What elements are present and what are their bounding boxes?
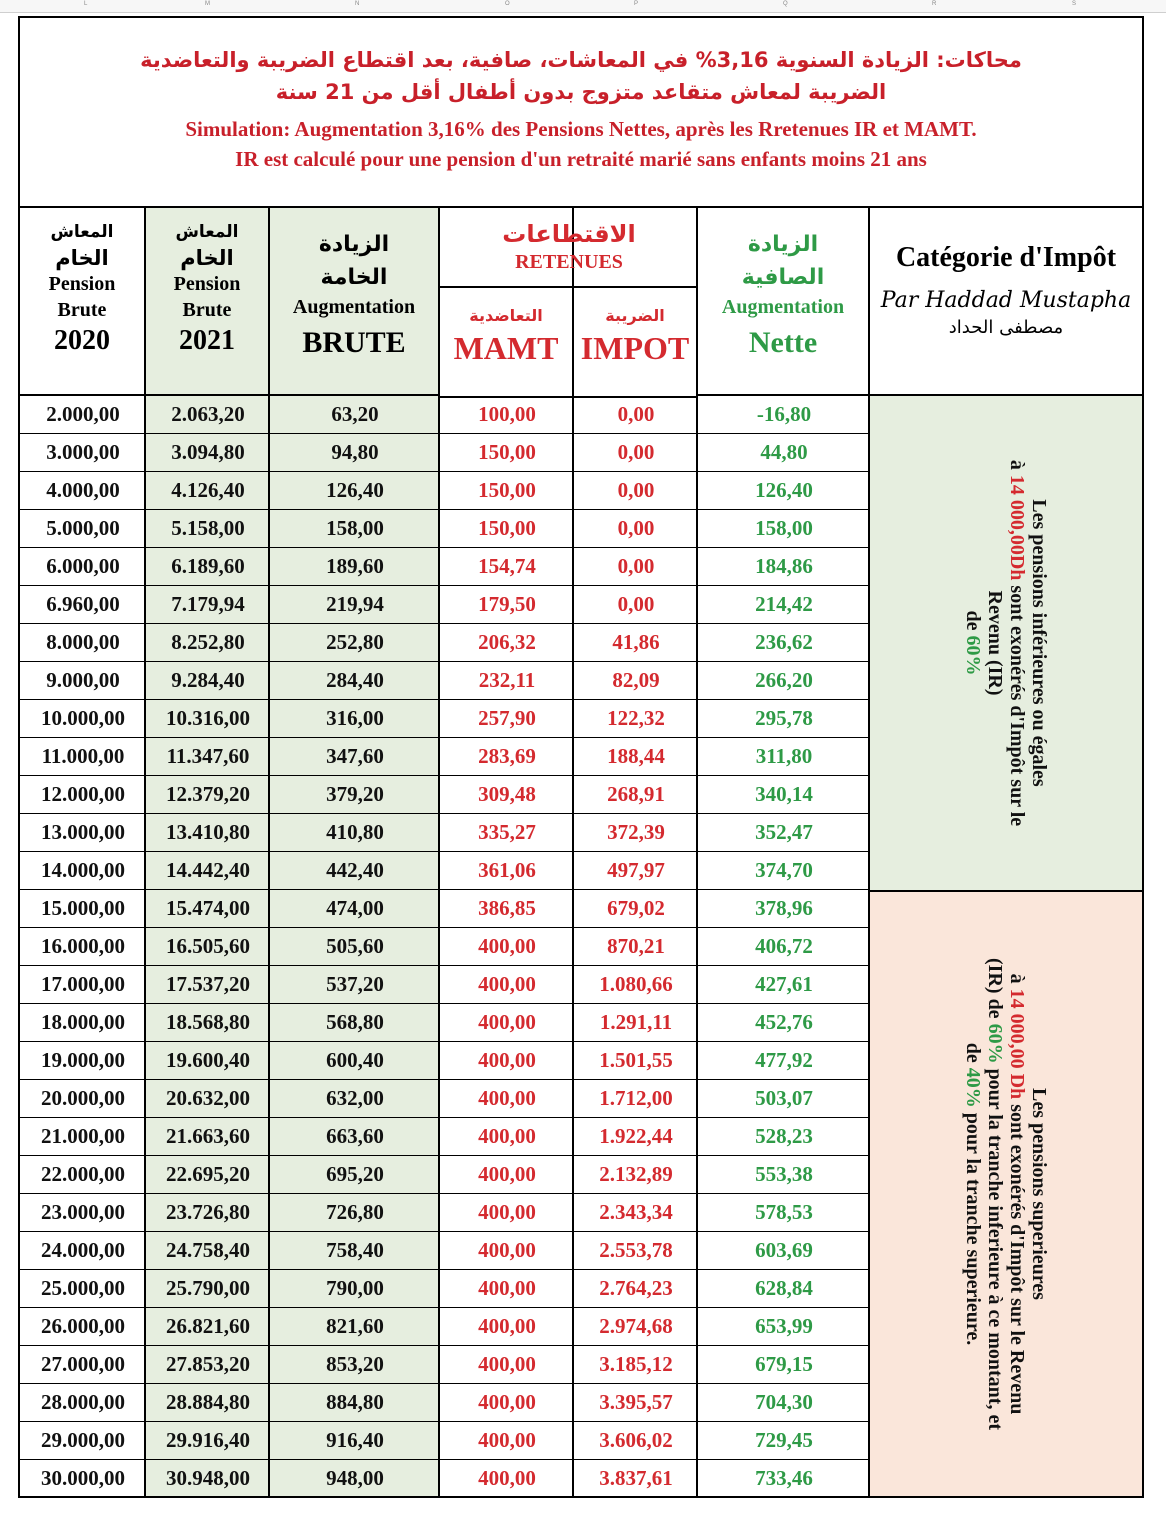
cell-impot: 2.764,23: [574, 1270, 698, 1308]
table-row: [20, 852, 870, 890]
header-impot: الضريبة IMPOT: [574, 286, 696, 398]
cell-pension-2020: 16.000,00: [20, 928, 146, 966]
cell-augmentation-brute: 790,00: [270, 1270, 440, 1308]
cell-pension-2020: 6.960,00: [20, 586, 146, 624]
cell-impot: 0,00: [574, 472, 698, 510]
cell-impot: 268,91: [574, 776, 698, 814]
cell-mamt: 400,00: [440, 1460, 574, 1498]
cell-augmentation-brute: 442,40: [270, 852, 440, 890]
cell-augmentation-nette: 378,96: [698, 890, 870, 928]
table-row: [20, 1156, 870, 1194]
table-row: [20, 1270, 870, 1308]
note-superior-box: [870, 892, 1142, 1496]
header-pension-2021: المعاش الخام Pension Brute 2021: [146, 206, 268, 396]
table-row: [20, 738, 870, 776]
cell-mamt: 150,00: [440, 510, 574, 548]
cell-pension-2020: 15.000,00: [20, 890, 146, 928]
cell-impot: 0,00: [574, 396, 698, 434]
cell-augmentation-nette: 427,61: [698, 966, 870, 1004]
cell-pension-2021: 5.158,00: [146, 510, 270, 548]
cell-pension-2020: 22.000,00: [20, 1156, 146, 1194]
cell-augmentation-nette: 352,47: [698, 814, 870, 852]
cell-mamt: 283,69: [440, 738, 574, 776]
table-row: [20, 1194, 870, 1232]
header-mamt: التعاضدية MAMT: [440, 286, 572, 398]
cell-augmentation-nette: 266,20: [698, 662, 870, 700]
cell-impot: 2.343,34: [574, 1194, 698, 1232]
cell-impot: 1.922,44: [574, 1118, 698, 1156]
cell-augmentation-nette: 553,38: [698, 1156, 870, 1194]
ruler-letter: Q: [783, 1, 788, 7]
cell-pension-2021: 22.695,20: [146, 1156, 270, 1194]
cell-mamt: 232,11: [440, 662, 574, 700]
cell-augmentation-nette: 679,15: [698, 1346, 870, 1384]
cell-augmentation-brute: 537,20: [270, 966, 440, 1004]
cell-pension-2020: 18.000,00: [20, 1004, 146, 1042]
cell-pension-2021: 30.948,00: [146, 1460, 270, 1498]
cell-augmentation-brute: 853,20: [270, 1346, 440, 1384]
french-title-line1: Simulation: Augmentation 3,16% des Pensions Nettes, après les Rretenues IR et MAMT.: [185, 117, 977, 141]
cell-pension-2021: 15.474,00: [146, 890, 270, 928]
cell-pension-2021: 11.347,60: [146, 738, 270, 776]
cell-augmentation-brute: 632,00: [270, 1080, 440, 1118]
cell-pension-2020: 2.000,00: [20, 396, 146, 434]
cell-pension-2020: 14.000,00: [20, 852, 146, 890]
cell-augmentation-brute: 284,40: [270, 662, 440, 700]
cell-pension-2021: 21.663,60: [146, 1118, 270, 1156]
cell-augmentation-brute: 758,40: [270, 1232, 440, 1270]
cell-augmentation-brute: 158,00: [270, 510, 440, 548]
table-row: [20, 510, 870, 548]
cell-pension-2020: 29.000,00: [20, 1422, 146, 1460]
table-row: [20, 1118, 870, 1156]
table-row: [20, 700, 870, 738]
cell-augmentation-nette: 374,70: [698, 852, 870, 890]
cell-mamt: 400,00: [440, 1308, 574, 1346]
arabic-title-line1: محاكات: الزيادة السنوية 3,16% في المعاشات، صافية، بعد اقتطاع الضريبة والتعاضدية: [140, 48, 1022, 72]
cell-pension-2021: 7.179,94: [146, 586, 270, 624]
cell-pension-2021: 28.884,80: [146, 1384, 270, 1422]
cell-mamt: 400,00: [440, 1118, 574, 1156]
table-row: [20, 890, 870, 928]
cell-augmentation-nette: 578,53: [698, 1194, 870, 1232]
cell-augmentation-nette: 704,30: [698, 1384, 870, 1422]
cell-augmentation-brute: 916,40: [270, 1422, 440, 1460]
cell-augmentation-brute: 884,80: [270, 1384, 440, 1422]
cell-pension-2020: 6.000,00: [20, 548, 146, 586]
cell-mamt: 100,00: [440, 396, 574, 434]
cell-pension-2020: 17.000,00: [20, 966, 146, 1004]
cell-augmentation-nette: 214,42: [698, 586, 870, 624]
ruler-letter: P: [634, 1, 639, 7]
cell-impot: 3.395,57: [574, 1384, 698, 1422]
cell-pension-2020: 25.000,00: [20, 1270, 146, 1308]
cell-augmentation-nette: 477,92: [698, 1042, 870, 1080]
cell-augmentation-nette: 340,14: [698, 776, 870, 814]
cell-pension-2020: 27.000,00: [20, 1346, 146, 1384]
author-signature: Par Haddad Mustapha: [880, 288, 1132, 313]
header-retenues: الاقتطاعات RETENUES: [502, 220, 636, 273]
table-row: [20, 586, 870, 624]
cell-mamt: 400,00: [440, 1004, 574, 1042]
cell-mamt: 154,74: [440, 548, 574, 586]
cell-augmentation-brute: 252,80: [270, 624, 440, 662]
note-superior-text: Les pensions superieures à 14 000,00 Dh sont exonérés d'Impôt sur le Revenu (IR) de 60% pour la tranche inferieure à ce montant, et de 40% pour la tranche superieure.: [962, 958, 1050, 1430]
table-row: [20, 624, 870, 662]
cell-mamt: 206,32: [440, 624, 574, 662]
cell-augmentation-nette: 729,45: [698, 1422, 870, 1460]
cell-augmentation-nette: 311,80: [698, 738, 870, 776]
cell-pension-2020: 26.000,00: [20, 1308, 146, 1346]
cell-augmentation-nette: 528,23: [698, 1118, 870, 1156]
cell-impot: 1.712,00: [574, 1080, 698, 1118]
cell-pension-2020: 28.000,00: [20, 1384, 146, 1422]
cell-pension-2021: 19.600,40: [146, 1042, 270, 1080]
cell-pension-2021: 13.410,80: [146, 814, 270, 852]
cell-mamt: 400,00: [440, 1346, 574, 1384]
cell-pension-2021: 25.790,00: [146, 1270, 270, 1308]
cell-augmentation-nette: 44,80: [698, 434, 870, 472]
retenues-divider: [440, 286, 698, 288]
table-row: [20, 928, 870, 966]
cell-impot: 82,09: [574, 662, 698, 700]
cell-impot: 122,32: [574, 700, 698, 738]
table-row: [20, 776, 870, 814]
cell-augmentation-nette: 406,72: [698, 928, 870, 966]
cell-mamt: 400,00: [440, 1080, 574, 1118]
cell-augmentation-nette: 452,76: [698, 1004, 870, 1042]
cell-pension-2020: 24.000,00: [20, 1232, 146, 1270]
cell-pension-2021: 20.632,00: [146, 1080, 270, 1118]
cell-impot: 3.606,02: [574, 1422, 698, 1460]
cell-augmentation-brute: 695,20: [270, 1156, 440, 1194]
ruler-letter: R: [932, 1, 937, 7]
cell-augmentation-nette: 653,99: [698, 1308, 870, 1346]
cell-impot: 3.185,12: [574, 1346, 698, 1384]
cell-pension-2021: 24.758,40: [146, 1232, 270, 1270]
cell-augmentation-nette: 603,69: [698, 1232, 870, 1270]
cell-mamt: 150,00: [440, 434, 574, 472]
cell-augmentation-nette: 628,84: [698, 1270, 870, 1308]
table-row: [20, 434, 870, 472]
cell-mamt: 400,00: [440, 966, 574, 1004]
table-row: [20, 1004, 870, 1042]
cell-augmentation-nette: 503,07: [698, 1080, 870, 1118]
table-row: [20, 1308, 870, 1346]
table-row: [20, 472, 870, 510]
cell-augmentation-brute: 126,40: [270, 472, 440, 510]
cell-impot: 2.132,89: [574, 1156, 698, 1194]
cell-augmentation-brute: 505,60: [270, 928, 440, 966]
cell-pension-2020: 19.000,00: [20, 1042, 146, 1080]
cell-mamt: 257,90: [440, 700, 574, 738]
arabic-title-line2: الضريبة لمعاش متقاعد متزوج بدون أطفال أقل من 21 سنة: [275, 80, 887, 104]
cell-pension-2020: 8.000,00: [20, 624, 146, 662]
cell-augmentation-brute: 347,60: [270, 738, 440, 776]
cell-augmentation-brute: 63,20: [270, 396, 440, 434]
cell-impot: 1.501,55: [574, 1042, 698, 1080]
cell-augmentation-nette: -16,80: [698, 396, 870, 434]
cell-pension-2021: 10.316,00: [146, 700, 270, 738]
cell-pension-2020: 4.000,00: [20, 472, 146, 510]
cell-pension-2020: 20.000,00: [20, 1080, 146, 1118]
cell-impot: 372,39: [574, 814, 698, 852]
cell-pension-2021: 29.916,40: [146, 1422, 270, 1460]
cell-impot: 0,00: [574, 586, 698, 624]
ruler-letter: N: [355, 1, 360, 7]
simulation-table: [18, 16, 1144, 1498]
cell-impot: 0,00: [574, 434, 698, 472]
cell-augmentation-nette: 158,00: [698, 510, 870, 548]
table-row: [20, 1232, 870, 1270]
cell-pension-2021: 23.726,80: [146, 1194, 270, 1232]
cell-mamt: 400,00: [440, 1232, 574, 1270]
cell-impot: 679,02: [574, 890, 698, 928]
cell-pension-2020: 10.000,00: [20, 700, 146, 738]
cell-impot: 1.080,66: [574, 966, 698, 1004]
cell-impot: 188,44: [574, 738, 698, 776]
ruler-letter: M: [205, 1, 210, 7]
table-row: [20, 396, 870, 434]
cell-augmentation-brute: 94,80: [270, 434, 440, 472]
cell-augmentation-brute: 821,60: [270, 1308, 440, 1346]
table-row: [20, 662, 870, 700]
cell-augmentation-brute: 726,80: [270, 1194, 440, 1232]
ruler-letter: S: [1072, 1, 1077, 7]
cell-augmentation-nette: 184,86: [698, 548, 870, 586]
cell-pension-2021: 4.126,40: [146, 472, 270, 510]
cell-augmentation-brute: 316,00: [270, 700, 440, 738]
cell-pension-2021: 18.568,80: [146, 1004, 270, 1042]
cell-pension-2021: 26.821,60: [146, 1308, 270, 1346]
cell-augmentation-brute: 379,20: [270, 776, 440, 814]
cell-mamt: 400,00: [440, 1156, 574, 1194]
cell-pension-2021: 17.537,20: [146, 966, 270, 1004]
data-rows: [20, 396, 870, 1498]
cell-impot: 2.553,78: [574, 1232, 698, 1270]
cell-pension-2020: 21.000,00: [20, 1118, 146, 1156]
table-row: [20, 1460, 870, 1498]
cell-pension-2021: 14.442,40: [146, 852, 270, 890]
cell-augmentation-nette: 236,62: [698, 624, 870, 662]
table-row: [20, 548, 870, 586]
cell-mamt: 400,00: [440, 1270, 574, 1308]
cell-impot: 497,97: [574, 852, 698, 890]
cell-impot: 3.837,61: [574, 1460, 698, 1498]
side-notes: [870, 396, 1142, 1496]
table-row: [20, 1080, 870, 1118]
cell-pension-2020: 12.000,00: [20, 776, 146, 814]
cell-mamt: 400,00: [440, 1422, 574, 1460]
cell-impot: 41,86: [574, 624, 698, 662]
note-exempt-text: Les pensions inférieures ou égales à 14 000,00Dh sont exonérés d'Impôt sur le Revenu (IR) de 60%: [962, 459, 1050, 827]
cell-augmentation-brute: 410,80: [270, 814, 440, 852]
cell-pension-2021: 6.189,60: [146, 548, 270, 586]
cell-mamt: 400,00: [440, 1194, 574, 1232]
cell-augmentation-brute: 189,60: [270, 548, 440, 586]
cell-impot: 2.974,68: [574, 1308, 698, 1346]
cell-pension-2021: 27.853,20: [146, 1346, 270, 1384]
table-row: [20, 1042, 870, 1080]
cell-augmentation-brute: 474,00: [270, 890, 440, 928]
header-categorie: Catégorie d'Impôt Par Haddad Mustapha مصطفى الحداد: [870, 208, 1142, 396]
table-row: [20, 1346, 870, 1384]
cell-augmentation-brute: 219,94: [270, 586, 440, 624]
cell-augmentation-brute: 948,00: [270, 1460, 440, 1498]
cell-pension-2021: 9.284,40: [146, 662, 270, 700]
header-pension-2020: المعاش الخام Pension Brute 2020: [20, 206, 144, 396]
table-row: [20, 814, 870, 852]
table-row: [20, 966, 870, 1004]
cell-mamt: 150,00: [440, 472, 574, 510]
table-row: [20, 1422, 870, 1460]
cell-mamt: 400,00: [440, 1384, 574, 1422]
cell-pension-2020: 3.000,00: [20, 434, 146, 472]
cell-pension-2021: 16.505,60: [146, 928, 270, 966]
ruler-letter: L: [84, 1, 88, 7]
cell-augmentation-nette: 733,46: [698, 1460, 870, 1498]
cell-mamt: 179,50: [440, 586, 574, 624]
cell-impot: 870,21: [574, 928, 698, 966]
cell-pension-2021: 12.379,20: [146, 776, 270, 814]
cell-augmentation-nette: 295,78: [698, 700, 870, 738]
cell-mamt: 335,27: [440, 814, 574, 852]
cell-mamt: 400,00: [440, 928, 574, 966]
cell-augmentation-brute: 600,40: [270, 1042, 440, 1080]
cell-mamt: 386,85: [440, 890, 574, 928]
cell-mamt: 400,00: [440, 1042, 574, 1080]
cell-impot: 0,00: [574, 548, 698, 586]
cell-pension-2021: 2.063,20: [146, 396, 270, 434]
cell-augmentation-brute: 663,60: [270, 1118, 440, 1156]
cell-augmentation-brute: 568,80: [270, 1004, 440, 1042]
cell-pension-2020: 5.000,00: [20, 510, 146, 548]
cell-pension-2021: 3.094,80: [146, 434, 270, 472]
cell-impot: 0,00: [574, 510, 698, 548]
cell-pension-2020: 13.000,00: [20, 814, 146, 852]
cell-pension-2020: 11.000,00: [20, 738, 146, 776]
cell-pension-2020: 30.000,00: [20, 1460, 146, 1498]
french-title-line2: IR est calculé pour une pension d'un retraité marié sans enfants moins 21 ans: [235, 147, 927, 171]
table-row: [20, 1384, 870, 1422]
cell-impot: 1.291,11: [574, 1004, 698, 1042]
table-header: [20, 18, 1142, 208]
cell-mamt: 309,48: [440, 776, 574, 814]
note-exempt-box: [870, 396, 1142, 892]
cell-mamt: 361,06: [440, 852, 574, 890]
header-augmentation-brute: الزيادة الخامة Augmentation BRUTE: [270, 206, 438, 396]
cell-pension-2021: 8.252,80: [146, 624, 270, 662]
ruler-letter: O: [505, 1, 510, 7]
cell-pension-2020: 9.000,00: [20, 662, 146, 700]
header-augmentation-nette: الزيادة الصافية Augmentation Nette: [698, 206, 868, 396]
spreadsheet-ruler: [0, 0, 1166, 13]
cell-augmentation-nette: 126,40: [698, 472, 870, 510]
cell-pension-2020: 23.000,00: [20, 1194, 146, 1232]
